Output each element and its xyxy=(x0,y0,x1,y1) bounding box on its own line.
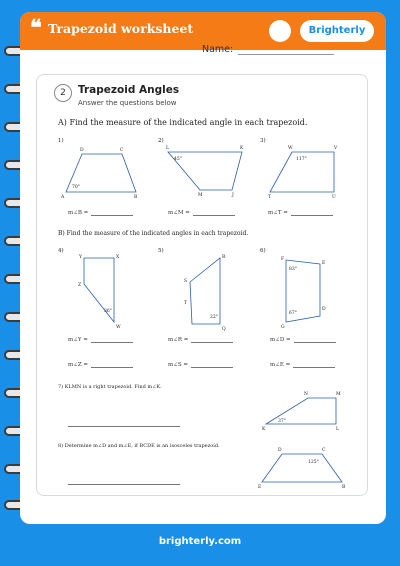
circle-icon xyxy=(269,20,291,42)
angle-label: 45° xyxy=(174,157,182,162)
question-7-prompt: 7) KLMN is a right trapezoid. Find m∠K. xyxy=(58,384,162,390)
vertex-label: T xyxy=(268,195,272,200)
vertex-label: K xyxy=(240,146,244,151)
answer-line-s[interactable]: m∠S = xyxy=(168,362,233,368)
footer-url[interactable]: brighterly.com xyxy=(158,536,242,547)
vertex-label: D xyxy=(278,448,282,453)
vertex-label: F xyxy=(281,257,285,262)
vertex-label: Y xyxy=(79,255,82,260)
answer-line-b[interactable]: m∠B = xyxy=(68,210,133,216)
name-field[interactable] xyxy=(238,54,334,55)
trapezoid-figure-2 xyxy=(160,146,246,202)
vertex-label: B xyxy=(342,485,346,490)
angle-label: 22° xyxy=(210,315,218,320)
vertex-label: K xyxy=(262,427,266,432)
trapezoid-figure-8 xyxy=(258,448,350,490)
vertex-label: J xyxy=(232,193,234,198)
question-8-prompt: 8) Determine m∠D and m∠E, if BCDE is an isosceles trapezoid. xyxy=(58,443,220,449)
item-number: 4) xyxy=(58,248,64,254)
trapezoid-figure-7 xyxy=(262,392,346,432)
angle-label: 36° xyxy=(104,309,112,314)
answer-line-8[interactable] xyxy=(68,484,180,485)
answer-line-r[interactable]: m∠R = xyxy=(168,337,233,343)
section-title: Trapezoid Angles xyxy=(78,84,180,96)
vertex-label: Z xyxy=(78,283,82,288)
vertex-label: B xyxy=(134,195,138,200)
angle-label: 67° xyxy=(289,311,297,316)
item-number: 5) xyxy=(158,248,164,254)
vertex-label: G xyxy=(281,325,285,330)
vertex-label: W xyxy=(288,146,293,151)
trapezoid-figure-1 xyxy=(60,146,140,202)
angle-label: 70° xyxy=(72,185,80,190)
section-subtitle: Answer the questions below xyxy=(78,99,177,107)
vertex-label: C xyxy=(120,148,124,153)
part-b-prompt: B) Find the measure of the indicated angles in each trapezoid. xyxy=(58,230,249,237)
item-number: 3) xyxy=(260,138,266,144)
vertex-label: W xyxy=(116,325,121,330)
vertex-label: C xyxy=(322,448,326,453)
vertex-label: D xyxy=(322,307,326,312)
vertex-label: E xyxy=(258,485,262,490)
name-label: Name: xyxy=(202,44,234,55)
angle-label: 125° xyxy=(308,460,319,465)
worksheet-title: Trapezoid worksheet xyxy=(48,21,194,36)
vertex-label: L xyxy=(166,146,169,151)
trapezoid-figure-6 xyxy=(280,254,326,328)
vertex-label: N xyxy=(304,392,308,397)
answer-line-d[interactable]: m∠D = xyxy=(270,337,336,343)
item-number: 1) xyxy=(58,138,64,144)
vertex-label: D xyxy=(80,148,84,153)
trapezoid-figure-3 xyxy=(262,146,342,202)
quote-icon: ❝ xyxy=(30,15,42,41)
trapezoid-figure-4 xyxy=(78,254,124,328)
vertex-label: Q xyxy=(222,327,226,332)
vertex-label: X xyxy=(116,255,120,260)
vertex-label: T xyxy=(184,301,188,306)
item-number: 6) xyxy=(260,248,266,254)
vertex-label: A xyxy=(61,195,65,200)
answer-line-y[interactable]: m∠Y = xyxy=(68,337,133,343)
answer-line-m[interactable]: m∠M = xyxy=(168,210,235,216)
vertex-label: V xyxy=(334,146,338,151)
vertex-label: U xyxy=(332,195,336,200)
trapezoid-figure-5 xyxy=(180,254,228,332)
brand-logo[interactable]: Brighterly xyxy=(300,20,374,42)
answer-line-7[interactable] xyxy=(68,426,180,427)
angle-label: 117° xyxy=(296,157,307,162)
answer-line-z[interactable]: m∠Z = xyxy=(68,362,133,368)
vertex-label: E xyxy=(322,261,326,266)
angle-label: 37° xyxy=(278,419,286,424)
part-a-prompt: A) Find the measure of the indicated angle in each trapezoid. xyxy=(58,118,308,127)
answer-line-t[interactable]: m∠T = xyxy=(268,210,333,216)
vertex-label: L xyxy=(336,427,339,432)
item-number: 2) xyxy=(158,138,164,144)
section-number: 2 xyxy=(54,84,72,102)
vertex-label: M xyxy=(198,193,203,198)
answer-line-e[interactable]: m∠E = xyxy=(270,362,335,368)
vertex-label: S xyxy=(184,279,188,284)
vertex-label: M xyxy=(336,392,341,397)
angle-label: 83° xyxy=(289,267,297,272)
vertex-label: R xyxy=(222,255,226,260)
